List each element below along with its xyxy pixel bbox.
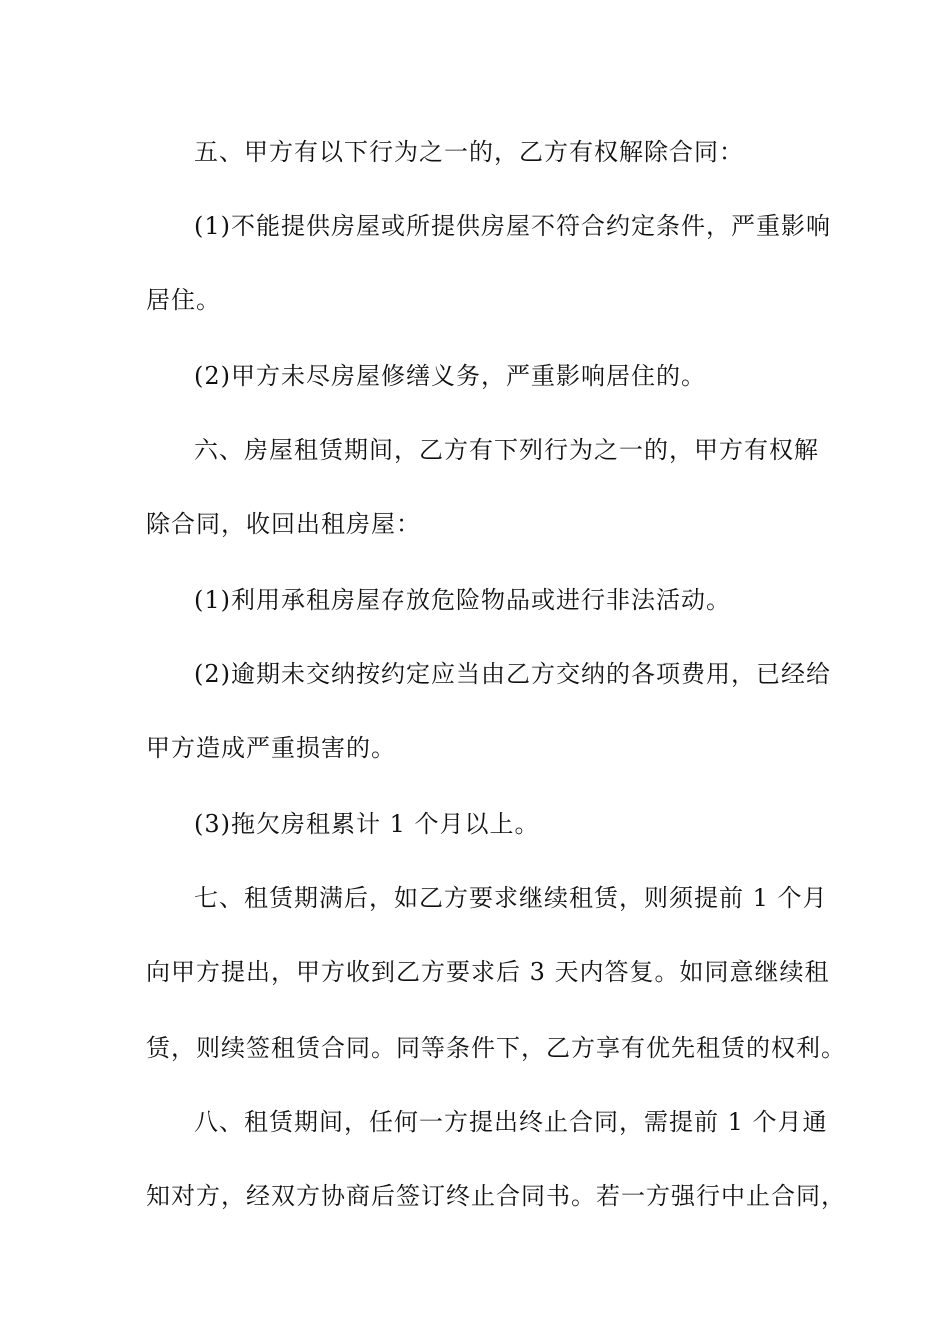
clause-6-heading-cont: 除合同，收回出租房屋： — [146, 510, 421, 538]
clause-5-item-1-cont: 居住。 — [146, 286, 221, 314]
clause-8-line-1: 八、租赁期间，任何一方提出终止合同，需提前 1 个月通 — [194, 1108, 828, 1136]
clause-5-heading: 五、甲方有以下行为之一的，乙方有权解除合同： — [194, 138, 744, 166]
clause-7-line-3: 赁，则续签租赁合同。同等条件下，乙方享有优先租赁的权利。 — [146, 1034, 846, 1062]
clause-5-item-1: (1)不能提供房屋或所提供房屋不符合约定条件，严重影响 — [194, 212, 831, 240]
clause-7-line-2: 向甲方提出，甲方收到乙方要求后 3 天内答复。如同意继续租 — [146, 958, 830, 986]
clause-8-line-2: 知对方，经双方协商后签订终止合同书。若一方强行中止合同， — [146, 1182, 846, 1210]
clause-7-line-1: 七、租赁期满后，如乙方要求继续租赁，则须提前 1 个月 — [194, 884, 828, 912]
clause-6-item-1: (1)利用承租房屋存放危险物品或进行非法活动。 — [194, 586, 731, 614]
clause-5-item-2: (2)甲方未尽房屋修缮义务，严重影响居住的。 — [194, 362, 706, 390]
clause-6-item-2-cont: 甲方造成严重损害的。 — [146, 734, 396, 762]
clause-6-item-2: (2)逾期未交纳按约定应当由乙方交纳的各项费用，已经给 — [194, 660, 831, 688]
clause-6-item-3: (3)拖欠房租累计 1 个月以上。 — [194, 810, 540, 838]
clause-6-heading: 六、房屋租赁期间，乙方有下列行为之一的，甲方有权解 — [194, 436, 819, 464]
